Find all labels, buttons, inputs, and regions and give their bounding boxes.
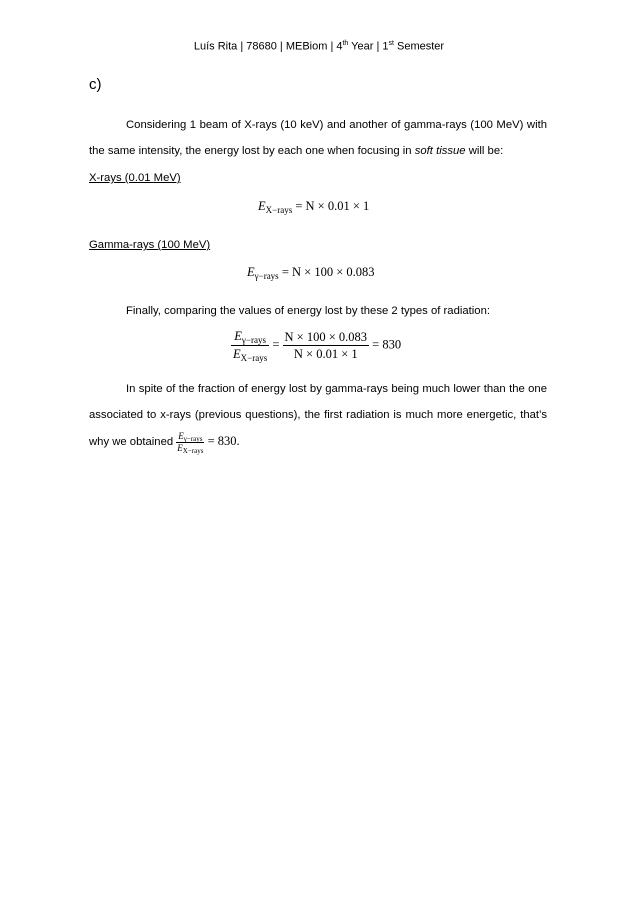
conclusion-text: In spite of the fraction of energy lost by gamma-rays being much lower than the one associated to x-rays (previous questions), the first radiation is much more energetic, that’s why we obtained bbox=[89, 383, 547, 448]
inline-result: = 830. bbox=[204, 434, 240, 448]
numeric-numerator: N × 100 × 0.083 bbox=[284, 330, 368, 344]
compare-text: Finally, comparing the values of energy lost by these 2 types of radiation: bbox=[126, 305, 490, 317]
inline-numerator bbox=[176, 431, 204, 443]
denominator-subscript: X−rays bbox=[240, 353, 268, 363]
intro-paragraph bbox=[89, 112, 547, 164]
numerator-symbol: E bbox=[234, 329, 242, 343]
gamma-heading-line bbox=[89, 232, 547, 258]
gamma-energy-symbol: E bbox=[247, 265, 255, 279]
page-header bbox=[0, 40, 638, 53]
inline-denominator bbox=[176, 443, 204, 454]
gamma-subscript: γ−rays bbox=[254, 271, 279, 281]
inline-denominator-symbol: E bbox=[177, 442, 183, 453]
header-text: Semester bbox=[393, 40, 445, 53]
xrays-equation bbox=[258, 199, 369, 214]
denominator-symbol: E bbox=[233, 347, 241, 361]
header-superscript-st: st bbox=[388, 40, 394, 47]
fraction-numerator bbox=[231, 328, 269, 346]
energy-ratio-fraction bbox=[231, 328, 269, 363]
conclusion-paragraph bbox=[89, 376, 547, 455]
ratio-equation bbox=[231, 328, 401, 363]
gamma-equation bbox=[247, 265, 375, 280]
numeric-ratio-fraction bbox=[283, 329, 370, 362]
intro-emphasis: soft tissue bbox=[414, 145, 466, 157]
header-text: Luís Rita | 78680 | MEBiom | 4 bbox=[193, 40, 343, 53]
gamma-rhs: = N × 100 × 0.083 bbox=[278, 265, 375, 279]
intro-text-end: will be: bbox=[465, 145, 504, 157]
xrays-energy-symbol: E bbox=[258, 199, 266, 213]
intro-text: Considering 1 beam of X-rays (10 keV) and another of gamma-rays (100 MeV) with the same intensity, the energy lost by each one when focusing in bbox=[89, 119, 547, 157]
xrays-subscript: X−rays bbox=[265, 205, 293, 215]
gamma-heading: Gamma-rays (100 MeV) bbox=[89, 239, 211, 251]
numeric-denominator: N × 0.01 × 1 bbox=[293, 347, 358, 361]
compare-paragraph bbox=[89, 298, 547, 324]
fraction-denominator bbox=[231, 346, 269, 363]
header-text: Year | 1 bbox=[348, 40, 389, 53]
inline-numerator-subscript: γ−rays bbox=[183, 434, 203, 443]
inline-denominator-subscript: X−rays bbox=[182, 446, 204, 455]
xrays-heading-line bbox=[89, 165, 547, 191]
xrays-heading: X-rays (0.01 MeV) bbox=[89, 172, 181, 184]
equals-sign: = bbox=[269, 337, 283, 352]
xrays-rhs: = N × 0.01 × 1 bbox=[292, 199, 370, 213]
inline-numerator-symbol: E bbox=[178, 430, 184, 441]
section-label: c) bbox=[89, 76, 102, 93]
inline-energy-ratio bbox=[176, 431, 204, 454]
numerator-subscript: γ−rays bbox=[241, 335, 266, 345]
header-superscript-th: th bbox=[342, 40, 349, 47]
ratio-result: = 830 bbox=[369, 337, 402, 352]
